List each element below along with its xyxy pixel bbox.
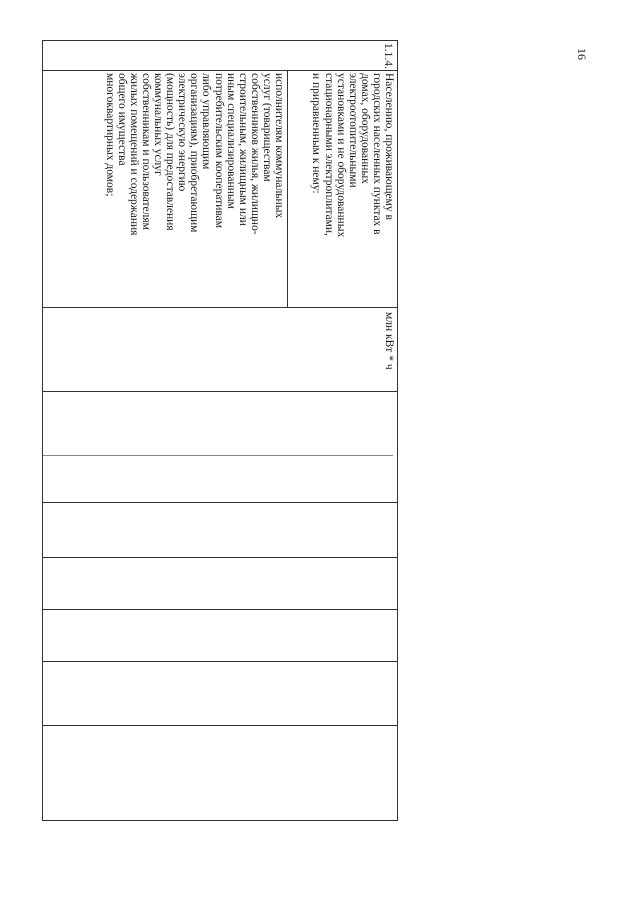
- description-line: и приравненным к нему:: [310, 73, 323, 194]
- description-line: установками и не оборудованных: [334, 73, 347, 238]
- row-description-part2: [104, 73, 285, 305]
- page-number: 16: [575, 48, 589, 60]
- value-cell-1: [43, 392, 397, 454]
- tariff-table: [42, 40, 398, 821]
- description-line: городских населенных пунктах в: [370, 73, 383, 235]
- value-cell-3: [43, 503, 397, 556]
- value-cell-4: [43, 558, 397, 608]
- row-description-part1: [310, 73, 395, 305]
- description-line: собственников жилья, жилищно-: [248, 73, 261, 235]
- table-rotated-wrapper: [42, 40, 398, 821]
- description-subdivider: [287, 70, 288, 307]
- description-line: иным специализированным: [224, 73, 237, 209]
- description-line: либо управляющим: [200, 73, 213, 170]
- description-line: услуг (товариществам: [260, 73, 273, 182]
- description-line: электрическую энергию: [176, 73, 189, 192]
- description-line: домах, оборудованных: [358, 73, 371, 184]
- row-number: 1.1.4.: [382, 43, 394, 69]
- description-line: жилых помещений и содержания: [127, 73, 140, 236]
- table-rotated-content: [42, 40, 398, 821]
- value-cell-5: [43, 610, 397, 660]
- description-line: потребительским кооперативам: [212, 73, 225, 229]
- description-line: коммунальных услуг: [152, 73, 165, 176]
- description-line: Населению, проживающему в: [383, 73, 395, 220]
- description-line: исполнителям коммунальных: [273, 73, 285, 219]
- col-divider-number: [43, 70, 397, 71]
- description-line: собственникам и пользователям: [139, 73, 152, 230]
- description-line: стационарными электроплитами,: [322, 73, 335, 236]
- description-line: (мощность) для предоставления: [164, 73, 177, 231]
- description-line: общего имущества: [115, 73, 128, 166]
- col-divider-description: [43, 307, 397, 308]
- description-line: многоквартирных домов;: [103, 73, 116, 197]
- value-cell-7: [43, 726, 397, 820]
- description-line: организациям), приобретающим: [188, 73, 201, 233]
- description-line: строительным, жилищным или: [236, 73, 249, 226]
- value-cell-6: [43, 662, 397, 724]
- value-cell-2: [43, 456, 397, 501]
- row-unit: млн кВт * ч: [383, 312, 395, 370]
- description-line: электроотопительными: [346, 73, 359, 188]
